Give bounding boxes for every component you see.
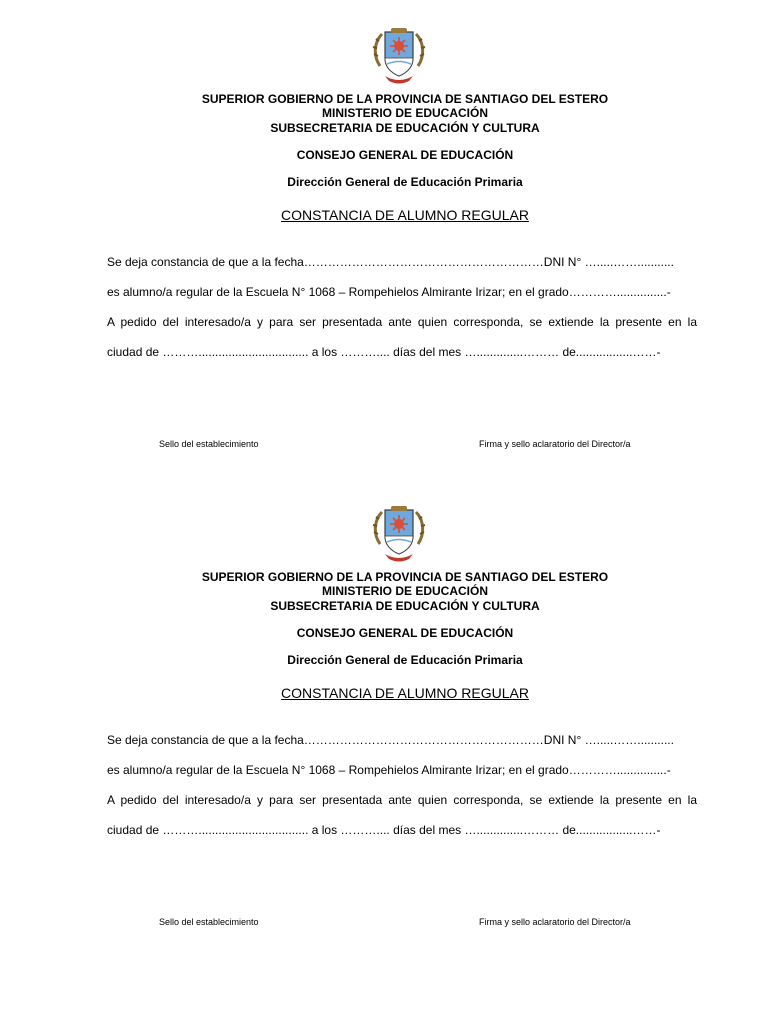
council-heading: CONSEJO GENERAL DE EDUCACIÓN: [296, 626, 514, 640]
subsecretary-heading: SUBSECRETARIA DE EDUCACIÓN Y CULTURA: [270, 599, 540, 613]
government-heading: SUPERIOR GOBIERNO DE LA PROVINCIA DE SANTIAGO DEL ESTERO: [201, 570, 609, 584]
body-line-city-date: ciudad de ………................................. a los ……….... días del mes …..............……… de.................……-: [107, 823, 661, 837]
council-heading: CONSEJO GENERAL DE EDUCACIÓN: [296, 148, 514, 162]
body-line-date-dni: Se deja constancia de que a la fecha……………………………………………………DNI N° ….....……...........: [107, 733, 674, 747]
director-signature-label: Firma y sello aclaratorio del Director/a: [479, 439, 631, 449]
body-line-request: A pedido del interesado/a y para ser presentada ante quien corresponda, se extiende la presente en la: [107, 315, 697, 329]
ministry-heading: MINISTERIO DE EDUCACIÓN: [321, 584, 488, 598]
director-signature-label: Firma y sello aclaratorio del Director/a: [479, 917, 631, 927]
stamp-signature-label: Sello del establecimiento: [159, 917, 259, 927]
body-line-request: A pedido del interesado/a y para ser presentada ante quien corresponda, se extiende la presente en la: [107, 793, 697, 807]
body-line-school-grade: es alumno/a regular de la Escuela N° 1068 – Rompehielos Almirante Irizar; en el grado…………...............-: [107, 763, 671, 777]
ministry-heading: MINISTERIO DE EDUCACIÓN: [321, 106, 488, 120]
body-line-date-dni: Se deja constancia de que a la fecha……………………………………………………DNI N° ….....……...........: [107, 255, 674, 269]
body-line-school-grade: es alumno/a regular de la Escuela N° 1068 – Rompehielos Almirante Irizar; en el grado…………...............-: [107, 285, 671, 299]
document-title: CONSTANCIA DE ALUMNO REGULAR: [281, 685, 529, 701]
certificate-1: [0, 0, 768, 478]
government-heading: SUPERIOR GOBIERNO DE LA PROVINCIA DE SANTIAGO DEL ESTERO: [201, 92, 609, 106]
body-line-city-date: ciudad de ………................................. a los ……….... días del mes …..............……… de.................……-: [107, 345, 661, 359]
subsecretary-heading: SUBSECRETARIA DE EDUCACIÓN Y CULTURA: [270, 121, 540, 135]
stamp-signature-label: Sello del establecimiento: [159, 439, 259, 449]
certificate-2: [0, 478, 768, 956]
direction-heading: Dirección General de Educación Primaria: [287, 653, 523, 667]
document-title: CONSTANCIA DE ALUMNO REGULAR: [281, 207, 529, 223]
coat-of-arms-icon: [371, 504, 427, 562]
coat-of-arms-icon: [371, 26, 427, 84]
direction-heading: Dirección General de Educación Primaria: [287, 175, 523, 189]
